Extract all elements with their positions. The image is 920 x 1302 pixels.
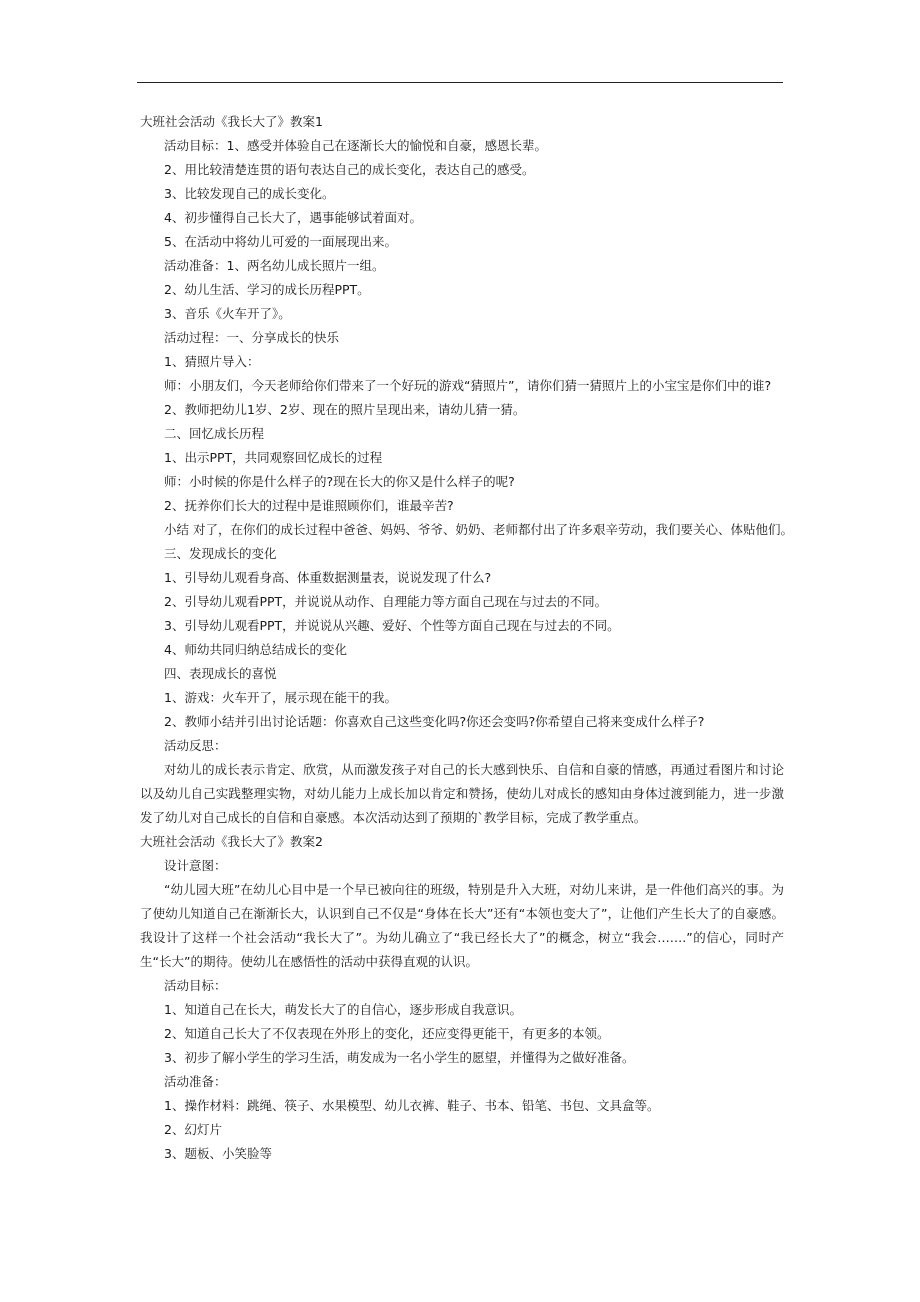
text-line: 三、发现成长的变化 [164, 546, 277, 561]
text-line: 二、回忆成长历程 [164, 426, 265, 441]
reflection-paragraph: 对幼儿的成长表示肯定、欣赏，从而激发孩子对自己的长大感到快乐、自信和自豪的情感，再通过看图片和讨论以及幼儿自己实践整理实物，对幼儿能力上成长加以肯定和赞扬，使幼儿对成长的感知由身体过渡到能力，进一步激发了幼儿对自己成长的自信和自豪感。本次活动达到了预期的`教学目标，完成了教学重点。 [140, 762, 784, 825]
text-line: 活动准备： [164, 1074, 227, 1089]
text-line: 师：小时候的你是什么样子的?现在长大的你又是什么样子的呢? [164, 474, 515, 489]
document-body [140, 110, 793, 1166]
text-line: 2、用比较清楚连贯的语句表达自己的成长变化，表达自己的感受。 [164, 162, 535, 177]
text-line: 3、题板、小笑脸等 [164, 1146, 272, 1161]
text-line: 活动准备：1、两名幼儿成长照片一组。 [164, 258, 385, 273]
text-line: 1、猜照片导入： [164, 354, 260, 369]
text-line: 2、引导幼儿观看PPT，并说说从动作、自理能力等方面自己现在与过去的不同。 [164, 594, 608, 609]
text-line: 3、引导幼儿观看PPT，并说说从兴趣、爱好、个性等方面自己现在与过去的不同。 [164, 618, 620, 633]
text-line: 师：小朋友们，今天老师给你们带来了一个好玩的游戏“猜照片”，请你们猜一猜照片上的小宝宝是你们中的谁? [164, 378, 772, 393]
text-line: 1、操作材料：跳绳、筷子、水果模型、幼儿衣裤、鞋子、书本、铅笔、书包、文具盒等。 [164, 1098, 660, 1113]
text-line: 1、知道自己在长大，萌发长大了的自信心，逐步形成自我意识。 [164, 1002, 522, 1017]
lesson-plan-2 [140, 974, 784, 1166]
text-line: 2、幼儿生活、学习的成长历程PPT。 [164, 282, 370, 297]
text-line: 2、抚养你们长大的过程中是谁照顾你们，谁最辛苦? [164, 498, 454, 513]
text-line: 4、初步懂得自己长大了，遇事能够试着面对。 [164, 210, 422, 225]
text-line: 2、幻灯片 [164, 1122, 222, 1137]
text-line: 2、知道自己长大了不仅表现在外形上的变化，还应变得更能干，有更多的本领。 [164, 1026, 610, 1041]
text-line: 活动反思： [164, 738, 227, 753]
text-line: 5、在活动中将幼儿可爱的一面展现出来。 [164, 234, 397, 249]
text-line: 活动目标： [164, 978, 227, 993]
text-line: 1、出示PPT，共同观察回忆成长的过程 [164, 450, 383, 465]
text-line: 2、教师把幼儿1岁、2岁、现在的照片呈现出来，请幼儿猜一猜。 [164, 402, 526, 417]
text-line: 3、初步了解小学生的学习生活，萌发成为一名小学生的愿望，并懂得为之做好准备。 [164, 1050, 635, 1065]
lesson-plan-1 [140, 110, 793, 758]
text-line: 大班社会活动《我长大了》教案1 [140, 114, 323, 129]
text-line: 2、教师小结并引出讨论话题：你喜欢自己这些变化吗?你还会变吗?你希望自己将来变成什么样子? [164, 714, 705, 729]
text-line: 活动过程：一、分享成长的快乐 [164, 330, 340, 345]
header-rule [137, 82, 783, 83]
design-label: 设计意图： [164, 858, 227, 873]
text-line: 3、比较发现自己的成长变化。 [164, 186, 335, 201]
text-line: 活动目标：1、感受并体验自己在逐渐长大的愉悦和自豪，感恩长辈。 [164, 138, 547, 153]
text-line: 小结 对了，在你们的成长过程中爸爸、妈妈、爷爷、奶奶、老师都付出了许多艰辛劳动，我们要关心、体贴他们。 [164, 522, 793, 537]
text-line: 四、表现成长的喜悦 [164, 666, 277, 681]
lesson-plan-2-title: 大班社会活动《我长大了》教案2 [140, 834, 323, 849]
text-line: 4、师幼共同归纳总结成长的变化 [164, 642, 347, 657]
design-paragraph: “幼儿园大班”在幼儿心目中是一个早已被向往的班级，特别是升入大班，对幼儿来讲，是一件他们高兴的事。为了使幼儿知道自己在渐渐长大，认识到自己不仅是“身体在长大”还有“本领也变大了”，让他们产生长大了的自豪感。我设计了这样一个社会活动“我长大了”。为幼儿确立了“我已经长大了”的概念，树立“我会…….”的信心，同时产生“长大”的期待。使幼儿在感悟性的活动中获得直观的认识。 [140, 882, 784, 969]
text-line: 3、音乐《火车开了》。 [164, 306, 291, 321]
text-line: 1、引导幼儿观看身高、体重数据测量表，说说发现了什么? [164, 570, 492, 585]
text-line: 1、游戏：火车开了，展示现在能干的我。 [164, 690, 397, 705]
